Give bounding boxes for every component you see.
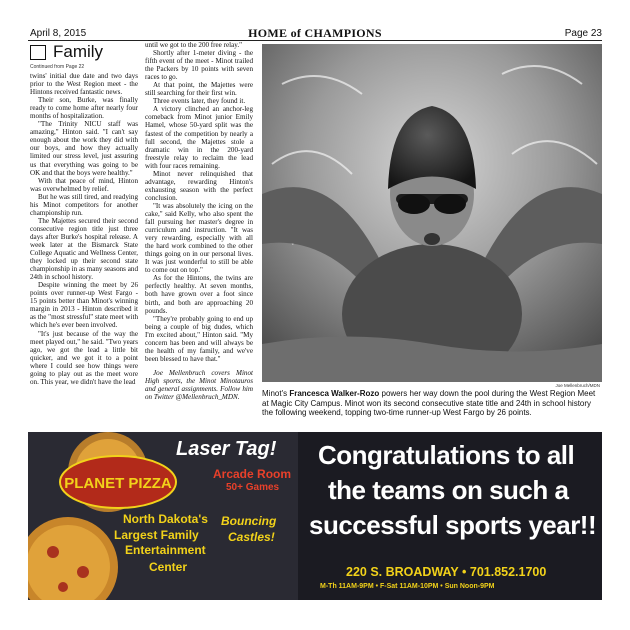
paragraph: At that point, the Majettes were still searching for their first win.	[145, 81, 253, 98]
issue-date: April 8, 2015	[30, 28, 87, 39]
tagline-line: North Dakota's	[123, 512, 208, 526]
games-count-label: 50+ Games	[226, 482, 280, 493]
paragraph: Despite winning the meet by 26 points over runner-up West Fargo - 15 points better than Minot's winning margin in 2013 - Hinton described it as the "most stressful" state meet with which he's ever been involved.	[30, 281, 138, 330]
castles-label: Castles!	[228, 530, 275, 544]
author-byline: Joe Mellenbruch covers Minot High sports, the Minot Minotauros and general assignments. Follow him on Twitter @Mellenbruch_MDN.	[145, 368, 253, 402]
paragraph: Minot never relinquished that advantage, rewarding Hinton's exhausting season with the perfect conclusion.	[145, 169, 253, 202]
business-hours: M-Th 11AM-9PM • F-Sat 11AM-10PM • Sun Noon-9PM	[320, 583, 495, 590]
paragraph: But he was still tired, and readying his Minot competitors for another championship run.	[30, 192, 138, 217]
paragraph: As for the Hintons, the twins are perfectly healthy. At seven months, both have grown over a foot since birth, and both are approaching 20 pounds.	[145, 274, 253, 315]
swimmer-photo	[262, 44, 602, 382]
paragraph: "It's just because of the way the meet played out," he said. "Two years ago, we got the lead a little bit quicker, and we got it to a point where I could see how things were going to play out as the meet wore on. This year, we didn't have the lead	[30, 329, 138, 386]
paragraph: Three events later, they found it.	[153, 97, 246, 106]
congrats-headline: the teams on such a	[328, 475, 569, 505]
section-title: Family	[53, 42, 104, 61]
caption-text: Minot's	[262, 389, 290, 398]
tagline-line: Entertainment	[125, 543, 206, 557]
article-column-1	[30, 72, 138, 432]
tagline-line: Largest Family	[114, 528, 199, 542]
laser-tag-label: Laser Tag!	[176, 438, 277, 460]
article-column-2	[145, 41, 253, 432]
paragraph: Their son, Burke, was finally ready to come home after nearly four months of hospitalization.	[30, 96, 138, 121]
paragraph: twins' initial due date and two days prior to the West Region meet - the Hintons received fantastic news.	[30, 72, 138, 97]
tagline-line: Center	[149, 560, 188, 574]
paragraph: "They're probably going to end up being a couple of big dudes, which I'm excited about," Hinton said. "My concern has been and will always be the health of my family, and we've been blessed to have that."	[145, 314, 253, 363]
arcade-room-label: Arcade Room	[213, 467, 292, 481]
paragraph: A victory clinched an anchor-leg comeback from Minot junior Emily Hamel, whose 50-yard split was the fastest of the competition by nearly a full second, the Majettes stole a dramatic win in the 200-yard freestyle relay to reclaim the lead with four races remaining.	[145, 105, 253, 170]
planet-pizza-logo	[58, 452, 178, 512]
photo-credit: Joe Mellenbruch/MDN	[555, 383, 600, 388]
bouncing-label: Bouncing	[221, 514, 277, 528]
paragraph: "It was absolutely the icing on the cake," said Kelly, who also spent the fall pursuing her master's degree in curriculum and instruction. "It was very rewarding, especially with all the hard work combined to the other things going on in our personal lives. It was just wonderful to still be able to come out on top."	[145, 201, 253, 275]
publication-title: HOME of CHAMPIONS	[248, 26, 382, 40]
paragraph: until we got to the 200 free relay."	[145, 41, 242, 49]
congrats-headline: Congratulations to all	[318, 440, 575, 470]
photo-caption	[262, 389, 602, 418]
paragraph: With that peace of mind, Hinton was overwhelmed by relief.	[30, 176, 138, 193]
address-phone: 220 S. BROADWAY • 701.852.1700	[346, 565, 547, 579]
header-rule	[28, 40, 602, 41]
paragraph: Shortly after 1-meter diving - the fifth event of the meet - Minot trailed the Packers by 10 points with seven races to go.	[145, 49, 253, 82]
section-box-icon	[30, 45, 46, 60]
paragraph: "The Trinity NICU staff was amazing," Hinton said. "I can't say enough about the work they did with our boys, and how they actually limited our stress level, just assuring us that everything was going to be OK and that the boys were healthy."	[30, 120, 138, 177]
congrats-headline: successful sports year!!	[309, 510, 597, 540]
page-number: Page 23	[564, 28, 602, 39]
paragraph: The Majettes secured their second consecutive region title just three days after Burke's hospital release. A week later at the Bismarck State College Aquatic and Wellness Center, they locked up their second state championship in as many seasons and 24th in school history.	[30, 216, 138, 282]
continued-note: Continued from Page 22	[30, 64, 85, 70]
planet-pizza-advertisement	[28, 432, 602, 600]
caption-text: powers her way down the pool during the West Region Meet at Magic City Campus. Minot won its second consecutive state title and 24th in school history the following weekend, topping two-time runner-up West Fargo by 26 points.	[262, 389, 596, 418]
logo-text: PLANET PIZZA	[64, 475, 172, 492]
caption-athlete-name: Francesca Walker-Rozo	[289, 389, 380, 398]
